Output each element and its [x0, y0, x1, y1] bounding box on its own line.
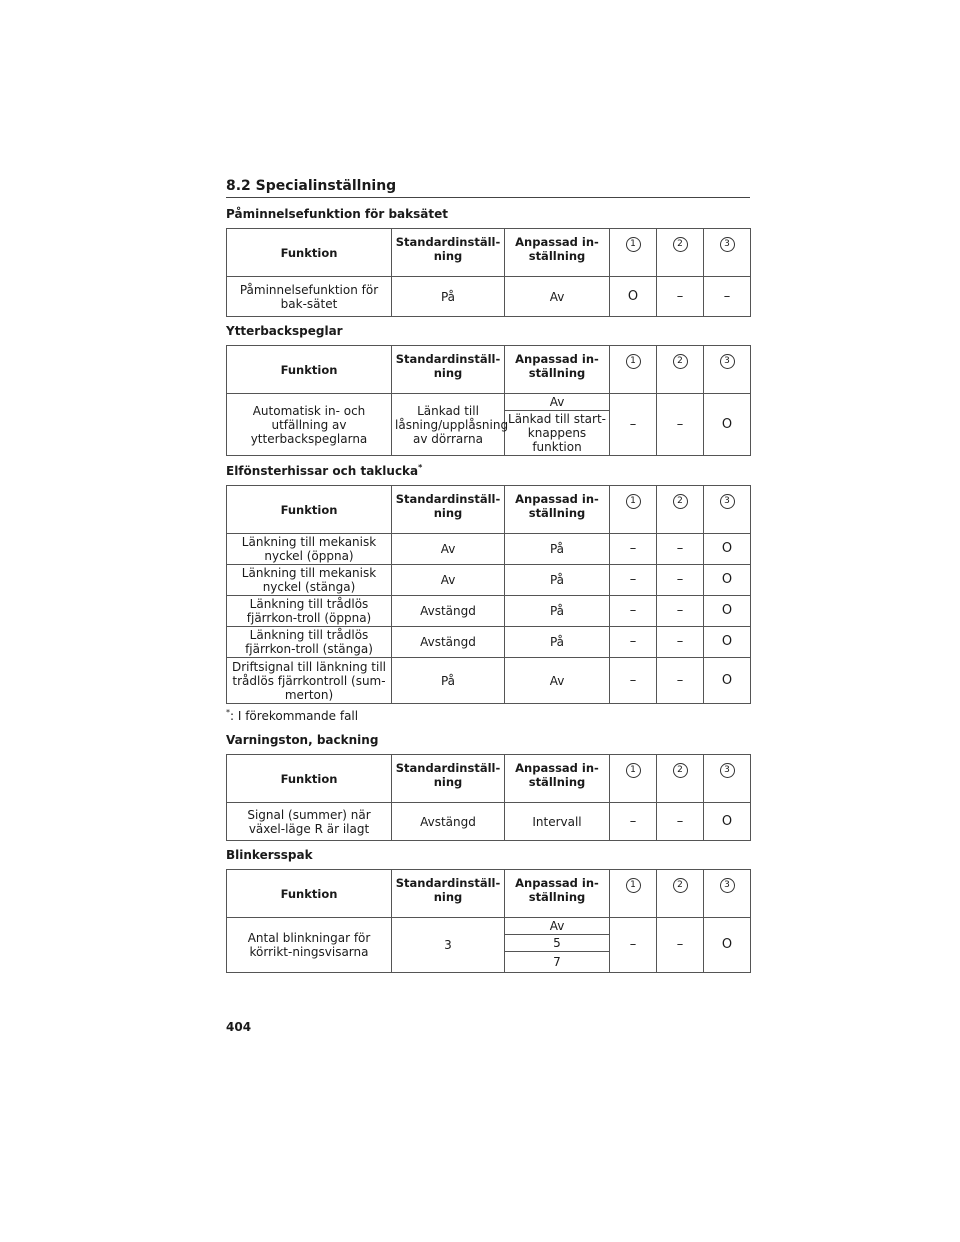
cell-standard: På [392, 277, 505, 317]
cell-col-2: – [657, 918, 704, 973]
cell-anpassad-option: Av [505, 918, 610, 935]
table-power-windows [226, 485, 751, 704]
page-content [226, 178, 750, 980]
table-header-row [227, 870, 751, 918]
table-title-turn-signal-lever: Blinkersspak [226, 848, 313, 862]
cell-col-2: – [657, 596, 704, 627]
cell-anpassad: På [505, 596, 610, 627]
cell-standard: Länkad till låsning/upplåsning av dörrarna [392, 394, 505, 456]
cell-standard: Av [392, 534, 505, 565]
cell-col-3: O [704, 627, 751, 658]
circled-1-icon: 1 [626, 354, 641, 369]
cell-col-2: – [657, 534, 704, 565]
cell-funktion: Länkning till mekanisk nyckel (stänga) [227, 565, 392, 596]
header-col-1 [610, 229, 657, 277]
cell-anpassad: Intervall [505, 803, 610, 841]
table-row [227, 918, 751, 935]
header-standard: Standardinställ-ning [392, 755, 505, 803]
header-col-2 [657, 755, 704, 803]
table-title-power-windows [226, 463, 750, 478]
cell-col-3: O [704, 565, 751, 596]
cell-standard: Av [392, 565, 505, 596]
table-turn-signal-lever [226, 869, 751, 973]
header-col-3 [704, 755, 751, 803]
cell-anpassad-option: Av [505, 394, 610, 411]
cell-col-1: – [610, 627, 657, 658]
header-standard: Standardinställ-ning [392, 486, 505, 534]
cell-anpassad-option: 7 [505, 952, 610, 973]
cell-col-2: – [657, 277, 704, 317]
table-title-reverse-warning: Varningston, backning [226, 733, 379, 747]
cell-anpassad: Av [505, 658, 610, 704]
header-col-2 [657, 229, 704, 277]
footnote-text: : I förekommande fall [230, 709, 359, 723]
header-col-3 [704, 486, 751, 534]
header-col-2 [657, 486, 704, 534]
cell-anpassad: På [505, 627, 610, 658]
circled-2-icon: 2 [673, 354, 688, 369]
cell-anpassad: På [505, 534, 610, 565]
footnote-mark: * [418, 463, 423, 472]
section-heading: 8.2 Specialinställning [226, 178, 750, 198]
cell-standard: På [392, 658, 505, 704]
header-anpassad: Anpassad in-ställning [505, 486, 610, 534]
header-standard: Standardinställ-ning [392, 346, 505, 394]
header-anpassad: Anpassad in-ställning [505, 755, 610, 803]
cell-standard: Avstängd [392, 596, 505, 627]
table-row [227, 803, 751, 841]
header-standard: Standardinställ-ning [392, 870, 505, 918]
cell-col-3: – [704, 277, 751, 317]
table-header-row [227, 346, 751, 394]
header-funktion: Funktion [227, 870, 392, 918]
cell-col-2: – [657, 803, 704, 841]
circled-2-icon: 2 [673, 763, 688, 778]
header-col-1 [610, 755, 657, 803]
table-row [227, 277, 751, 317]
table-title-rear-seat-reminder: Påminnelsefunktion för baksätet [226, 207, 448, 221]
cell-standard: 3 [392, 918, 505, 973]
cell-standard: Avstängd [392, 803, 505, 841]
table-header-row [227, 229, 751, 277]
cell-col-1: – [610, 565, 657, 596]
header-col-2 [657, 870, 704, 918]
cell-col-2: – [657, 627, 704, 658]
table-row [227, 658, 751, 704]
circled-2-icon: 2 [673, 878, 688, 893]
footnote [226, 708, 750, 723]
header-funktion: Funktion [227, 346, 392, 394]
cell-funktion: Länkning till trådlös fjärrkon-troll (öppna) [227, 596, 392, 627]
cell-anpassad: Av [505, 277, 610, 317]
header-anpassad: Anpassad in-ställning [505, 870, 610, 918]
cell-col-3: O [704, 918, 751, 973]
page-number: 404 [226, 1020, 252, 1034]
table-title-side-mirrors: Ytterbackspeglar [226, 324, 343, 338]
cell-anpassad-option: Länkad till start-knappens funktion [505, 411, 610, 456]
cell-col-3: O [704, 534, 751, 565]
circled-3-icon: 3 [720, 763, 735, 778]
cell-col-2: – [657, 658, 704, 704]
header-standard: Standardinställ-ning [392, 229, 505, 277]
cell-funktion: Länkning till trådlös fjärrkon-troll (stänga) [227, 627, 392, 658]
cell-col-1: O [610, 277, 657, 317]
cell-col-2: – [657, 394, 704, 456]
header-col-1 [610, 870, 657, 918]
cell-col-3: O [704, 658, 751, 704]
cell-col-1: – [610, 596, 657, 627]
table-row [227, 596, 751, 627]
table-row [227, 534, 751, 565]
cell-funktion: Antal blinkningar för körrikt-ningsvisarna [227, 918, 392, 973]
circled-2-icon: 2 [673, 494, 688, 509]
circled-1-icon: 1 [626, 878, 641, 893]
cell-col-3: O [704, 803, 751, 841]
table-side-mirrors [226, 345, 751, 456]
table-reverse-warning [226, 754, 751, 841]
header-col-2 [657, 346, 704, 394]
cell-col-1: – [610, 803, 657, 841]
cell-col-1: – [610, 534, 657, 565]
cell-col-3: O [704, 596, 751, 627]
cell-funktion: Påminnelsefunktion för bak-sätet [227, 277, 392, 317]
cell-funktion: Driftsignal till länkning till trådlös fjärrkontroll (sum-merton) [227, 658, 392, 704]
circled-1-icon: 1 [626, 237, 641, 252]
table-header-row [227, 486, 751, 534]
circled-2-icon: 2 [673, 237, 688, 252]
footnote-mark: * [226, 708, 230, 717]
header-col-3 [704, 870, 751, 918]
header-funktion: Funktion [227, 486, 392, 534]
cell-funktion: Automatisk in- och utfällning av ytterbackspeglarna [227, 394, 392, 456]
table-rear-seat-reminder [226, 228, 751, 317]
circled-1-icon: 1 [626, 494, 641, 509]
cell-col-3: O [704, 394, 751, 456]
cell-anpassad-option: 5 [505, 935, 610, 952]
circled-3-icon: 3 [720, 878, 735, 893]
cell-col-1: – [610, 918, 657, 973]
table-header-row [227, 755, 751, 803]
header-col-3 [704, 229, 751, 277]
header-funktion: Funktion [227, 229, 392, 277]
cell-standard: Avstängd [392, 627, 505, 658]
header-col-1 [610, 346, 657, 394]
circled-3-icon: 3 [720, 237, 735, 252]
header-col-3 [704, 346, 751, 394]
cell-funktion: Länkning till mekanisk nyckel (öppna) [227, 534, 392, 565]
table-row [227, 565, 751, 596]
title-text: Elfönsterhissar och taklucka [226, 464, 419, 478]
circled-3-icon: 3 [720, 494, 735, 509]
header-anpassad: Anpassad in-ställning [505, 229, 610, 277]
circled-3-icon: 3 [720, 354, 735, 369]
circled-1-icon: 1 [626, 763, 641, 778]
cell-col-2: – [657, 565, 704, 596]
header-anpassad: Anpassad in-ställning [505, 346, 610, 394]
cell-col-1: – [610, 394, 657, 456]
cell-col-1: – [610, 658, 657, 704]
header-col-1 [610, 486, 657, 534]
table-row [227, 627, 751, 658]
header-funktion: Funktion [227, 755, 392, 803]
cell-funktion: Signal (summer) när växel-läge R är ilagt [227, 803, 392, 841]
cell-anpassad: På [505, 565, 610, 596]
table-row [227, 394, 751, 411]
